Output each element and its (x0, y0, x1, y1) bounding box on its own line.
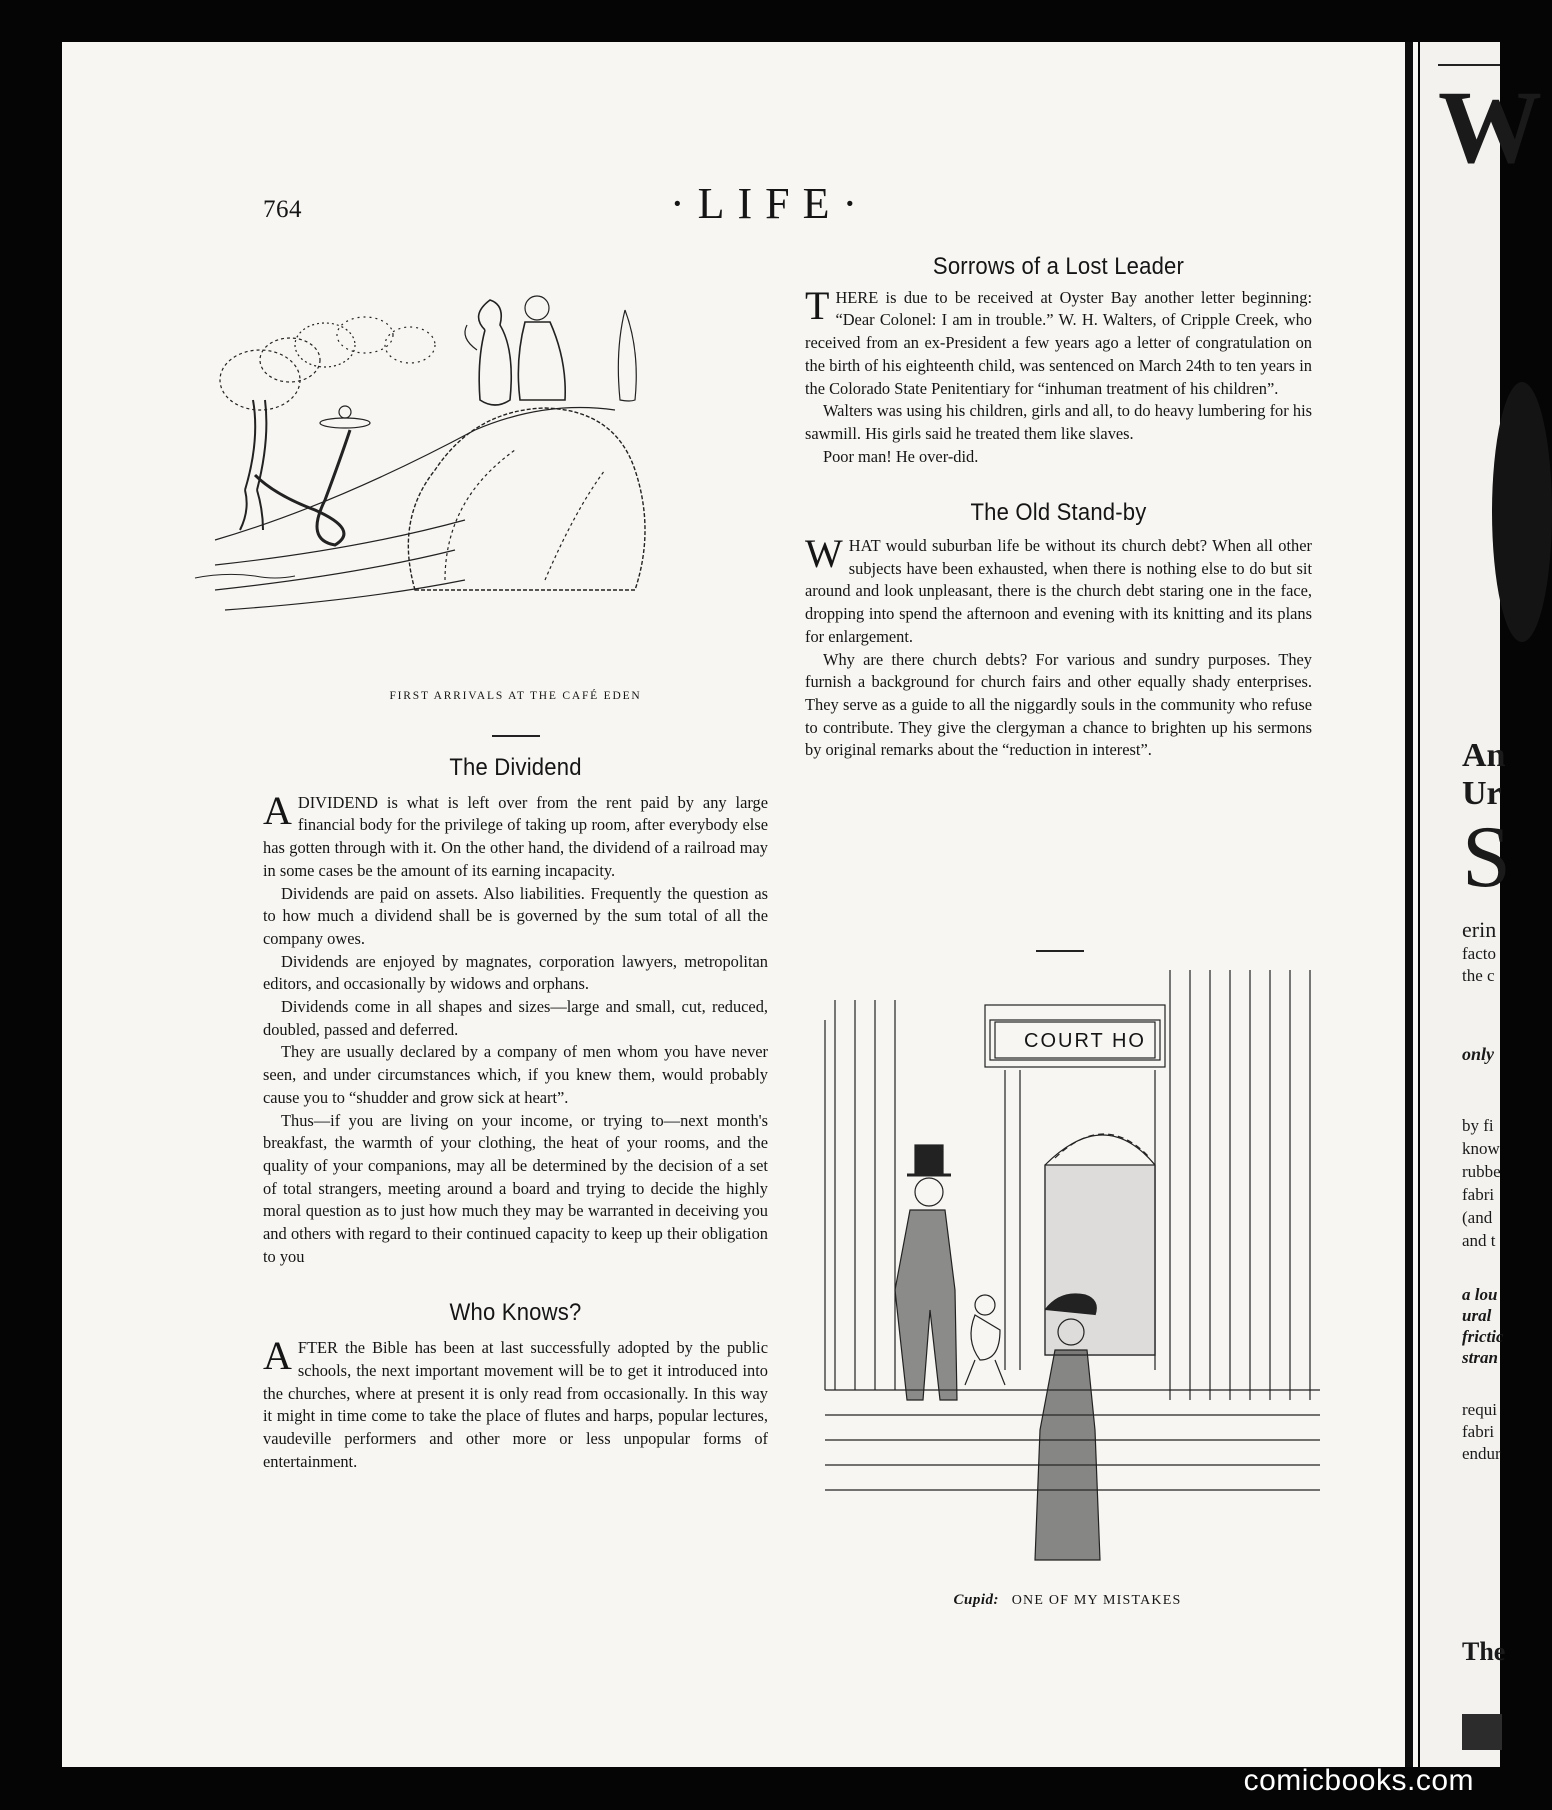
dropcap: W (805, 531, 843, 577)
paragraph: HERE is due to be received at Oyster Bay another letter beginning: “Dear Colonel: I am in trouble.” W. H. Walters, of Cripple Creek, who received from an ex-President a few years ago a letter of congratulation on the birth of his eighteenth child, was sentenced on March 24th to ten years in the Colorado State Penitentiary for “inhuman treatment of his children”. (805, 287, 1312, 398)
fragment-text: and t (1462, 1231, 1496, 1250)
paragraph: HAT would suburban life be without its church debt? When all other subjects have been exhausted, when there is nothing else to do but sit around and look unpleasant, there is the church debt staring one in the face, dropping into spend the afternoon and evening with its knitting and its plans for enlargement. (805, 536, 1312, 646)
fragment-text: rubbe (1462, 1162, 1501, 1181)
caption-text: ONE OF MY MISTAKES (1011, 1593, 1182, 1608)
paragraph: Dividends are paid on assets. Also liabilities. Frequently the question as to how much a dividend shall be is governed by the sum total of all the company owes. (263, 883, 768, 948)
illustration-caption: FIRST ARRIVALS AT THE CAFÉ EDEN (389, 690, 642, 702)
divider (1036, 950, 1084, 952)
adjacent-page-fragment (1420, 42, 1542, 1767)
fragment-text: fabri (1462, 1422, 1495, 1441)
paragraph: Thus—if you are living on your income, or trying to—next month's breakfast, the warmth of your clothing, the heat of your rooms, and the quality of your companions, may all be determined by the decision of a set of total strangers, meeting around a board and trying to decide the highly moral question as to just how much they may be warranted in deceiving you and others with regard to their continued capacity to keep up their obligation to you (263, 1110, 768, 1266)
fragment-text: the c (1462, 966, 1495, 985)
fragment-text: requi (1462, 1400, 1497, 1419)
right-column (805, 253, 1312, 762)
fragment-text: (and (1462, 1208, 1493, 1227)
dark-block (1462, 1714, 1502, 1750)
dropcap: A (263, 787, 292, 833)
dropcap: T (805, 282, 830, 328)
fragment-text: The (1462, 1637, 1506, 1666)
illustration-court-house (815, 960, 1320, 1580)
paragraph: Poor man! He over-did. (823, 446, 979, 466)
dropcap: A (263, 1333, 292, 1379)
illustration-cafe-eden (215, 290, 735, 650)
divider (492, 735, 540, 737)
article-title-dividend: The Dividend (449, 754, 582, 781)
paragraph: Walters was using his children, girls and all, to do heavy lumbering for his sawmill. His girls said he treated them like slaves. (805, 401, 1312, 443)
fragment-text: ural (1462, 1306, 1492, 1325)
left-column (263, 754, 768, 1473)
fragment-text: fabri (1462, 1185, 1495, 1204)
fragment-text: only (1462, 1044, 1495, 1064)
fragment-text: facto (1462, 944, 1496, 963)
fragment-text: stran (1462, 1348, 1498, 1367)
page-number: 764 (263, 196, 302, 223)
illustration-caption (815, 1592, 1320, 1609)
paragraph: Dividends are enjoyed by magnates, corporation lawyers, metropolitan editors, and occasionally by widows and orphans. (263, 951, 768, 994)
paragraph: They are usually declared by a company of men whom you have never seen, and under circumstances which, if you knew them, would probably cause you to “shudder and grow sick at heart”. (263, 1042, 768, 1107)
court-house-sign: COURT HO (1024, 1030, 1146, 1052)
paragraph: Why are there church debts? For various and sundry purposes. They furnish a background for church fairs and other equally shady enterprises. They serve as a guide to all the niggardly souls in the community who refuse to contribute. They give the clergyman a chance to brighten up his sermons by original remarks about the “reduction in interest”. (805, 649, 1312, 760)
fragment-text: frictic (1462, 1327, 1504, 1346)
fragment-text: a lou (1462, 1285, 1498, 1304)
paragraph: FTER the Bible has been at last successfully adopted by the public schools, the next important movement will be to get it introduced into the churches, where at present it is only read from occasionally. In this way it might in time come to take the place of flutes and harps, popular lectures, vaudeville performers and other more or less unpopular forms of entertainment. (263, 1338, 768, 1471)
watermark: comicbooks.com (1243, 1764, 1474, 1797)
article-title-old-standby: The Old Stand-by (970, 499, 1147, 527)
fragment-text: endur (1462, 1444, 1501, 1463)
paragraph: Dividends come in all shapes and sizes—large and small, cut, reduced, doubled, passed and deferred. (263, 997, 768, 1039)
paragraph: DIVIDEND is what is left over from the rent paid by any large financial body for the privilege of taking up room, after everybody else has gotten through with it. On the other hand, the dividend of a railroad may in some cases be the amount of its earning incapacity. (263, 792, 768, 880)
top-rule (1438, 64, 1500, 66)
fragment-text: Ur (1462, 775, 1502, 812)
magazine-title: ·LIFE· (670, 179, 871, 228)
page-gutter (1405, 42, 1413, 1767)
fragment-text: An (1462, 737, 1506, 774)
fragment-text: know (1462, 1139, 1500, 1158)
fragment-text: by fi (1462, 1116, 1494, 1135)
article-title-sorrows: Sorrows of a Lost Leader (932, 253, 1185, 280)
caption-speaker: Cupid: (953, 1592, 1000, 1608)
fragment-text: erin (1462, 917, 1497, 942)
big-letter-w: W (1438, 70, 1542, 185)
article-title-who-knows: Who Knows? (449, 1299, 582, 1327)
dark-circle-graphic (1492, 382, 1552, 642)
big-letter-s: S (1462, 809, 1511, 906)
